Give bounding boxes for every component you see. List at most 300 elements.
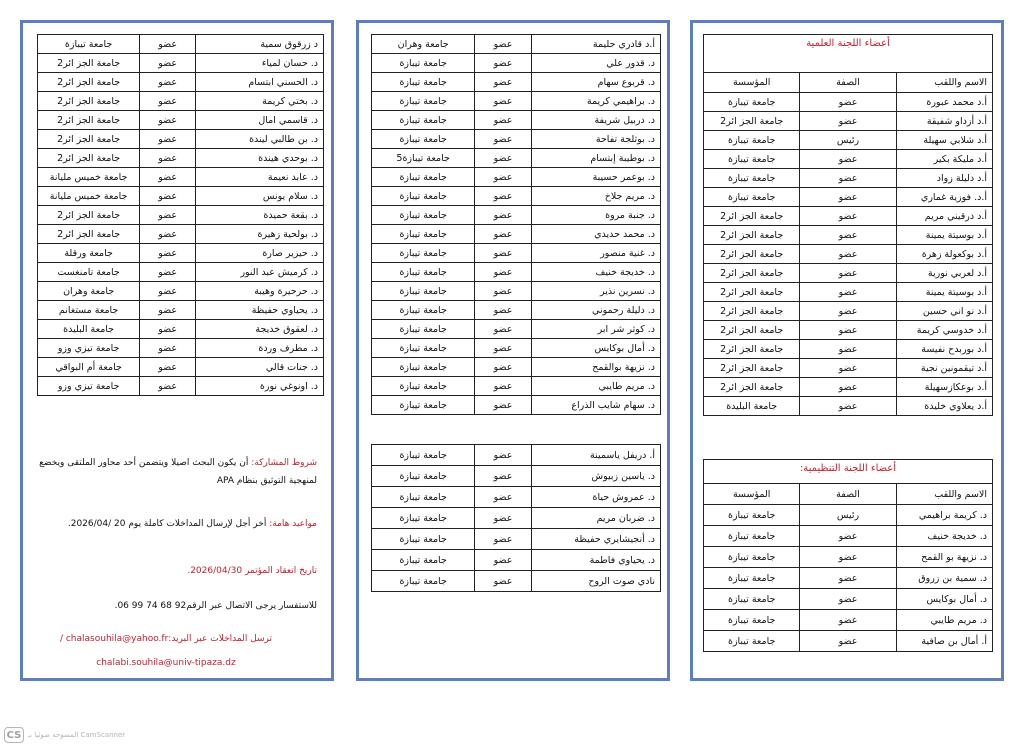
camscanner-logo-icon: CS xyxy=(4,727,24,743)
members-table-continued xyxy=(371,34,661,415)
member-institution: جامعة تيبازة xyxy=(372,508,475,529)
member-role: عضو xyxy=(800,526,896,547)
member-institution: جامعة تيبازة xyxy=(372,168,475,187)
table-row xyxy=(372,301,661,320)
table-row xyxy=(38,92,324,111)
member-institution: جامعة الجز ائر2 xyxy=(704,340,800,359)
table-row xyxy=(372,320,661,339)
member-institution: جامعة تيبازة xyxy=(372,550,475,571)
member-name: د. قاسمي امال xyxy=(196,111,324,130)
member-institution: جامعة البليدة xyxy=(38,320,140,339)
member-role: عضو xyxy=(475,301,532,320)
member-role: عضو xyxy=(140,149,196,168)
column-header-role: الصفة xyxy=(800,73,896,93)
member-institution: جامعة تيبازة xyxy=(372,187,475,206)
member-institution: جامعة الجز ائر2 xyxy=(704,283,800,302)
submission-email-2: chalabi.souhila@univ-tipaza.dz xyxy=(96,658,236,668)
member-role: عضو xyxy=(800,397,896,416)
table-row xyxy=(38,206,324,225)
member-role: عضو xyxy=(140,130,196,149)
member-name: د. مريم طايبي xyxy=(896,610,992,631)
member-institution: جامعة تيبازة xyxy=(704,631,800,652)
table-row xyxy=(704,150,993,169)
member-name: نادي صوت الروح xyxy=(531,571,660,592)
member-role: عضو xyxy=(475,320,532,339)
member-name: د. حيزير صارة xyxy=(196,244,324,263)
member-role: عضو xyxy=(800,93,896,112)
table-row xyxy=(372,111,661,130)
member-role: عضو xyxy=(475,73,532,92)
table-row xyxy=(372,550,661,571)
member-name: أ.د لعربي نورية xyxy=(896,264,992,283)
table-row xyxy=(372,54,661,73)
member-institution: جامعة تيبازة xyxy=(372,92,475,111)
member-role: عضو xyxy=(800,378,896,397)
member-institution: جامعة تيبازة xyxy=(372,445,475,466)
member-name: د. براهيمي كريمة xyxy=(531,92,660,111)
member-institution: جامعة الجز ائر2 xyxy=(704,378,800,397)
table-row xyxy=(704,245,993,264)
table-row xyxy=(372,225,661,244)
member-name: أ.د قادري حليمة xyxy=(531,35,660,54)
member-role: عضو xyxy=(800,321,896,340)
member-name: أ.د دليلة زواد xyxy=(896,169,992,188)
table-row xyxy=(704,505,993,526)
member-role: عضو xyxy=(800,589,896,610)
member-name: د. نزيهة بو القمح xyxy=(896,547,992,568)
member-role: عضو xyxy=(475,244,532,263)
table-row xyxy=(704,188,993,207)
member-role: عضو xyxy=(140,92,196,111)
table-row xyxy=(38,377,324,396)
table-row xyxy=(38,73,324,92)
member-institution: جامعة تيبازة xyxy=(372,282,475,301)
member-institution: جامعة تيبازة xyxy=(704,526,800,547)
member-role: عضو xyxy=(475,54,532,73)
member-role: عضو xyxy=(140,73,196,92)
member-role: عضو xyxy=(475,225,532,244)
camscanner-text: المسوحة ضوئيا بـ CamScanner xyxy=(28,731,126,739)
member-institution: جامعة تيبازة xyxy=(372,466,475,487)
member-name: أ.د بوسيتة يمينة xyxy=(896,283,992,302)
member-name: د. مريم طايبي xyxy=(531,377,660,396)
member-institution: جامعة تيبازة xyxy=(704,93,800,112)
member-name: أ.د. فوزية غماري xyxy=(896,188,992,207)
member-name: أ.د أزداو شفيقة xyxy=(896,112,992,131)
member-institution: جامعة تيبازة xyxy=(704,610,800,631)
member-role: عضو xyxy=(800,631,896,652)
member-name: د. ياسين زبيوش xyxy=(531,466,660,487)
table-row xyxy=(704,283,993,302)
table-row xyxy=(704,378,993,397)
table-row xyxy=(704,302,993,321)
member-name: د. جنبة مروة xyxy=(531,206,660,225)
member-institution: جامعة الجز ائر2 xyxy=(704,245,800,264)
table-row xyxy=(38,149,324,168)
member-name: د. بوطيبة إبتسام xyxy=(531,149,660,168)
member-institution: جامعة مستغانم xyxy=(38,301,140,320)
table-row xyxy=(372,339,661,358)
table-row xyxy=(372,358,661,377)
member-name: د. قربوع سهام xyxy=(531,73,660,92)
member-institution: جامعة تيبازة xyxy=(372,206,475,225)
table-row xyxy=(704,397,993,416)
table-row xyxy=(38,320,324,339)
important-dates-text: أخر أجل لإرسال المداخلات كاملة يوم 20 /2026/04. xyxy=(67,519,270,529)
table-row xyxy=(38,187,324,206)
member-institution: جامعة تيبازة xyxy=(372,529,475,550)
member-name: د. قدور علي xyxy=(531,54,660,73)
member-name: أ.د شلابي سهيلة xyxy=(896,131,992,150)
contact-phone: للاستفسار يرجى الاتصال عبر الرقم92 68 74 99 06. xyxy=(114,601,317,611)
member-institution: جامعة تيبازة xyxy=(372,487,475,508)
member-role: عضو xyxy=(140,54,196,73)
member-institution: جامعة تيبازة xyxy=(372,358,475,377)
member-name: د. غنية منصور xyxy=(531,244,660,263)
member-name: أ.د بوسيتة يمينة xyxy=(896,226,992,245)
member-role: عضو xyxy=(800,112,896,131)
member-name: د. حسان لمياء xyxy=(196,54,324,73)
conference-date: تاريخ انعقاد المؤتمر 2026/04/30. xyxy=(187,566,317,576)
member-institution: جامعة ورقلة xyxy=(38,244,140,263)
table-row xyxy=(372,377,661,396)
member-role: عضو xyxy=(800,568,896,589)
member-name: أ.د يعلاوي خليدة xyxy=(896,397,992,416)
table-row xyxy=(372,529,661,550)
member-name: د. خديجة خنيف xyxy=(896,526,992,547)
member-name: د. محمد حديدي xyxy=(531,225,660,244)
member-role: عضو xyxy=(475,339,532,358)
member-name: د. سلام يونس xyxy=(196,187,324,206)
table-row xyxy=(38,339,324,358)
table-row xyxy=(372,168,661,187)
member-institution: جامعة تيبازة xyxy=(372,244,475,263)
member-role: عضو xyxy=(140,206,196,225)
table-row xyxy=(38,130,324,149)
member-role: عضو xyxy=(475,263,532,282)
member-institution: جامعة تيزي وزو xyxy=(38,377,140,396)
table-row xyxy=(372,73,661,92)
member-role: عضو xyxy=(140,339,196,358)
member-name: د. جنات قالي xyxy=(196,358,324,377)
table-row xyxy=(704,340,993,359)
member-name: أ.د بوعكازسهيلة xyxy=(896,378,992,397)
table-row xyxy=(38,358,324,377)
member-name: د. بوعمر حسيبة xyxy=(531,168,660,187)
page-right xyxy=(690,20,1004,681)
table-row xyxy=(704,359,993,378)
member-institution: جامعة تيبازة xyxy=(704,547,800,568)
table-row xyxy=(704,207,993,226)
member-role: عضو xyxy=(140,35,196,54)
table-row xyxy=(372,282,661,301)
member-name: د. يحياوي فاطمة xyxy=(531,550,660,571)
member-institution: جامعة تيبازة xyxy=(704,150,800,169)
member-name: د. نسرين نذير xyxy=(531,282,660,301)
member-name: د. عمروش حياة xyxy=(531,487,660,508)
member-role: عضو xyxy=(475,487,532,508)
member-institution: جامعة الجز ائر2 xyxy=(704,359,800,378)
member-institution: جامعة خميس مليانة xyxy=(38,187,140,206)
table-row xyxy=(372,206,661,225)
member-role: عضو xyxy=(800,283,896,302)
table-row xyxy=(704,526,993,547)
member-role: عضو xyxy=(475,35,532,54)
member-role: عضو xyxy=(475,445,532,466)
participation-conditions xyxy=(31,454,317,490)
member-role: عضو xyxy=(140,377,196,396)
table-row xyxy=(704,93,993,112)
member-role: عضو xyxy=(800,547,896,568)
table-row xyxy=(372,35,661,54)
table-row xyxy=(704,169,993,188)
member-name: د. أنجيشايري حفيظة xyxy=(531,529,660,550)
member-institution: جامعة تيبازة xyxy=(372,263,475,282)
member-name: د. كرميش عبد النور xyxy=(196,263,324,282)
member-institution: جامعة تيبازة xyxy=(704,505,800,526)
member-role: عضو xyxy=(475,130,532,149)
important-dates xyxy=(31,515,317,533)
member-role: عضو xyxy=(475,111,532,130)
member-name: د. مريم جلاخ xyxy=(531,187,660,206)
member-role: عضو xyxy=(475,571,532,592)
member-name: د. حرحيرة وهيبة xyxy=(196,282,324,301)
member-institution: جامعة تيبازة xyxy=(38,35,140,54)
member-institution: جامعة الجز ائر2 xyxy=(38,54,140,73)
table-row xyxy=(372,487,661,508)
member-name: د. أمال بوكايس xyxy=(896,589,992,610)
member-name: د. بوحدي هيندة xyxy=(196,149,324,168)
member-institution: جامعة تيبازة xyxy=(372,225,475,244)
member-institution: جامعة تيبازة xyxy=(372,377,475,396)
member-institution: جامعة الجز ائر2 xyxy=(704,264,800,283)
member-role: عضو xyxy=(140,358,196,377)
member-role: رئيس xyxy=(800,131,896,150)
member-role: عضو xyxy=(800,359,896,378)
member-role: عضو xyxy=(800,207,896,226)
member-institution: جامعة تيبازة xyxy=(372,320,475,339)
member-role: عضو xyxy=(140,168,196,187)
member-name: د. كوثر شر ابر xyxy=(531,320,660,339)
member-role: عضو xyxy=(800,188,896,207)
member-institution: جامعة تيبازة xyxy=(372,54,475,73)
table-row xyxy=(372,571,661,592)
member-name: أ.د مليكة بكير xyxy=(896,150,992,169)
member-role: رئيس xyxy=(800,505,896,526)
table-row xyxy=(38,263,324,282)
member-role: عضو xyxy=(475,92,532,111)
column-header-name: الاسم واللقب xyxy=(896,484,992,505)
column-header-institution: المؤسسة xyxy=(704,484,800,505)
participation-conditions-label: شروط المشاركة: xyxy=(251,458,317,468)
table-row xyxy=(372,508,661,529)
member-role: عضو xyxy=(475,358,532,377)
member-institution: جامعة الجز ائر2 xyxy=(704,321,800,340)
member-institution: جامعة الجز ائر2 xyxy=(38,149,140,168)
table-row xyxy=(704,610,993,631)
column-header-name: الاسم واللقب xyxy=(896,73,992,93)
column-header-institution: المؤسسة xyxy=(704,73,800,93)
table-row xyxy=(372,466,661,487)
member-name: د. سهام شايب الذراع xyxy=(531,396,660,415)
member-role: عضو xyxy=(475,529,532,550)
member-name: أ.د بوربدح نفيسة xyxy=(896,340,992,359)
table-row xyxy=(704,589,993,610)
member-name: أ.د تيقمونين نجية xyxy=(896,359,992,378)
member-institution: جامعة تيبازة xyxy=(372,396,475,415)
member-name: د. اونوغي نورة xyxy=(196,377,324,396)
participation-conditions-text: أن يكون البحث اصيلا ويتضمن أحد محاور الملتقى ويخضع لمنهجية التوثيق بنظام APA xyxy=(39,458,317,486)
member-institution: جامعة تيبازة xyxy=(372,130,475,149)
table-row xyxy=(704,112,993,131)
member-role: عضو xyxy=(140,320,196,339)
table-row xyxy=(704,131,993,150)
member-institution: جامعة أم البواقي xyxy=(38,358,140,377)
member-role: عضو xyxy=(800,169,896,188)
member-institution: جامعة البليدة xyxy=(704,397,800,416)
member-role: عضو xyxy=(475,168,532,187)
member-name: د. خديجة خنيف xyxy=(531,263,660,282)
member-institution: جامعة وهران xyxy=(38,282,140,301)
members-table-external xyxy=(37,34,324,396)
important-dates-label: مواعيد هامة: xyxy=(269,519,317,529)
page-left xyxy=(20,20,334,681)
table-row xyxy=(38,244,324,263)
member-name: د. دليلة رحموني xyxy=(531,301,660,320)
member-role: عضو xyxy=(475,396,532,415)
member-institution: جامعة خميس مليانة xyxy=(38,168,140,187)
member-name: د. أمال بوكايس xyxy=(531,339,660,358)
table-row xyxy=(372,92,661,111)
member-role: عضو xyxy=(140,225,196,244)
member-institution: جامعة وهران xyxy=(372,35,475,54)
table-row xyxy=(38,301,324,320)
organizing-committee-title: أعضاء اللجنة التنظيمية: xyxy=(704,460,993,484)
member-name: أ.د نو اني حسين xyxy=(896,302,992,321)
member-institution: جامعة الجز ائر2 xyxy=(704,112,800,131)
member-institution: جامعة تيبازة xyxy=(372,301,475,320)
table-row xyxy=(704,568,993,589)
member-role: عضو xyxy=(800,226,896,245)
member-name: د. بن طالبي ليندة xyxy=(196,130,324,149)
member-institution: جامعة تيبازة xyxy=(704,131,800,150)
table-row xyxy=(372,244,661,263)
member-institution: جامعة تيبازة xyxy=(372,339,475,358)
member-institution: جامعة تيبازة xyxy=(704,188,800,207)
member-institution: جامعة الجز ائر2 xyxy=(38,206,140,225)
member-role: عضو xyxy=(475,508,532,529)
member-name: د. مطرف وردة xyxy=(196,339,324,358)
member-role: عضو xyxy=(475,282,532,301)
member-name: أ.د درقيني مريم xyxy=(896,207,992,226)
table-row xyxy=(372,187,661,206)
member-role: عضو xyxy=(800,245,896,264)
member-role: عضو xyxy=(140,244,196,263)
member-role: عضو xyxy=(475,377,532,396)
member-name: د. بولحية زهيرة xyxy=(196,225,324,244)
member-name: أ. دريفل ياسمينة xyxy=(531,445,660,466)
member-name: د. لعقوق خديجة xyxy=(196,320,324,339)
table-row xyxy=(704,226,993,245)
member-role: عضو xyxy=(140,282,196,301)
table-row xyxy=(704,631,993,652)
member-name: د زرقوق سمية xyxy=(196,35,324,54)
member-institution: جامعة تيبازة xyxy=(704,589,800,610)
member-name: د. الحسني ابتسام xyxy=(196,73,324,92)
member-institution: جامعة تيبازة xyxy=(372,111,475,130)
member-institution: جامعة تيزي وزو xyxy=(38,339,140,358)
table-row xyxy=(372,445,661,466)
table-row xyxy=(38,111,324,130)
member-role: عضو xyxy=(475,466,532,487)
member-institution: جامعة الجز ائر2 xyxy=(704,302,800,321)
member-role: عضو xyxy=(800,302,896,321)
member-institution: جامعة الجز ائر2 xyxy=(38,225,140,244)
member-role: عضو xyxy=(475,187,532,206)
member-name: د. نزيهة بوالقمح xyxy=(531,358,660,377)
table-row xyxy=(704,321,993,340)
member-institution: جامعة تيبازة xyxy=(372,571,475,592)
member-role: عضو xyxy=(800,610,896,631)
table-row xyxy=(38,282,324,301)
member-name: د. يحياوي حفيظة xyxy=(196,301,324,320)
member-role: عضو xyxy=(800,340,896,359)
member-name: أ.د محمد عبورة xyxy=(896,93,992,112)
member-role: عضو xyxy=(140,111,196,130)
table-row xyxy=(38,168,324,187)
member-institution: جامعة الجز ائر2 xyxy=(38,111,140,130)
table-row xyxy=(38,225,324,244)
member-name: د. دربيل شريفة xyxy=(531,111,660,130)
page-middle xyxy=(356,20,670,681)
member-institution: جامعة تيبازة5 xyxy=(372,149,475,168)
organizing-committee-table xyxy=(703,459,993,652)
table-row xyxy=(38,54,324,73)
scientific-committee-title: أعضاء اللجنة العلمية xyxy=(704,35,993,73)
member-institution: جامعة الجز ائر2 xyxy=(704,207,800,226)
members-table-additional xyxy=(371,444,661,592)
member-institution: جامعة تيبازة xyxy=(704,568,800,589)
member-institution: جامعة تيبازة xyxy=(372,73,475,92)
member-name: د. بختي كريمة xyxy=(196,92,324,111)
member-institution: جامعة الجز ائر2 xyxy=(38,73,140,92)
scientific-committee-table xyxy=(703,34,993,416)
column-header-role: الصفة xyxy=(800,484,896,505)
table-row xyxy=(372,263,661,282)
member-name: د. ضربان مريم xyxy=(531,508,660,529)
member-role: عضو xyxy=(475,550,532,571)
member-name: د. سمية بن زروق xyxy=(896,568,992,589)
table-row xyxy=(372,130,661,149)
member-role: عضو xyxy=(800,150,896,169)
camscanner-watermark xyxy=(4,727,125,743)
member-name: أ. أمال بن صافية xyxy=(896,631,992,652)
table-row xyxy=(372,396,661,415)
member-name: د. عابد نعيمة xyxy=(196,168,324,187)
table-row xyxy=(704,264,993,283)
table-row xyxy=(704,547,993,568)
member-role: عضو xyxy=(140,301,196,320)
member-institution: جامعة تيبازة xyxy=(704,169,800,188)
member-name: أ.د خدوسي كريمة xyxy=(896,321,992,340)
member-role: عضو xyxy=(140,187,196,206)
member-institution: جامعة الجز ائر2 xyxy=(38,92,140,111)
member-role: عضو xyxy=(475,206,532,225)
member-role: عضو xyxy=(800,264,896,283)
member-name: د. كريمة براهيمي xyxy=(896,505,992,526)
member-name: أ.د بوكعولة زهرة xyxy=(896,245,992,264)
member-institution: جامعة الجز ائر2 xyxy=(704,226,800,245)
